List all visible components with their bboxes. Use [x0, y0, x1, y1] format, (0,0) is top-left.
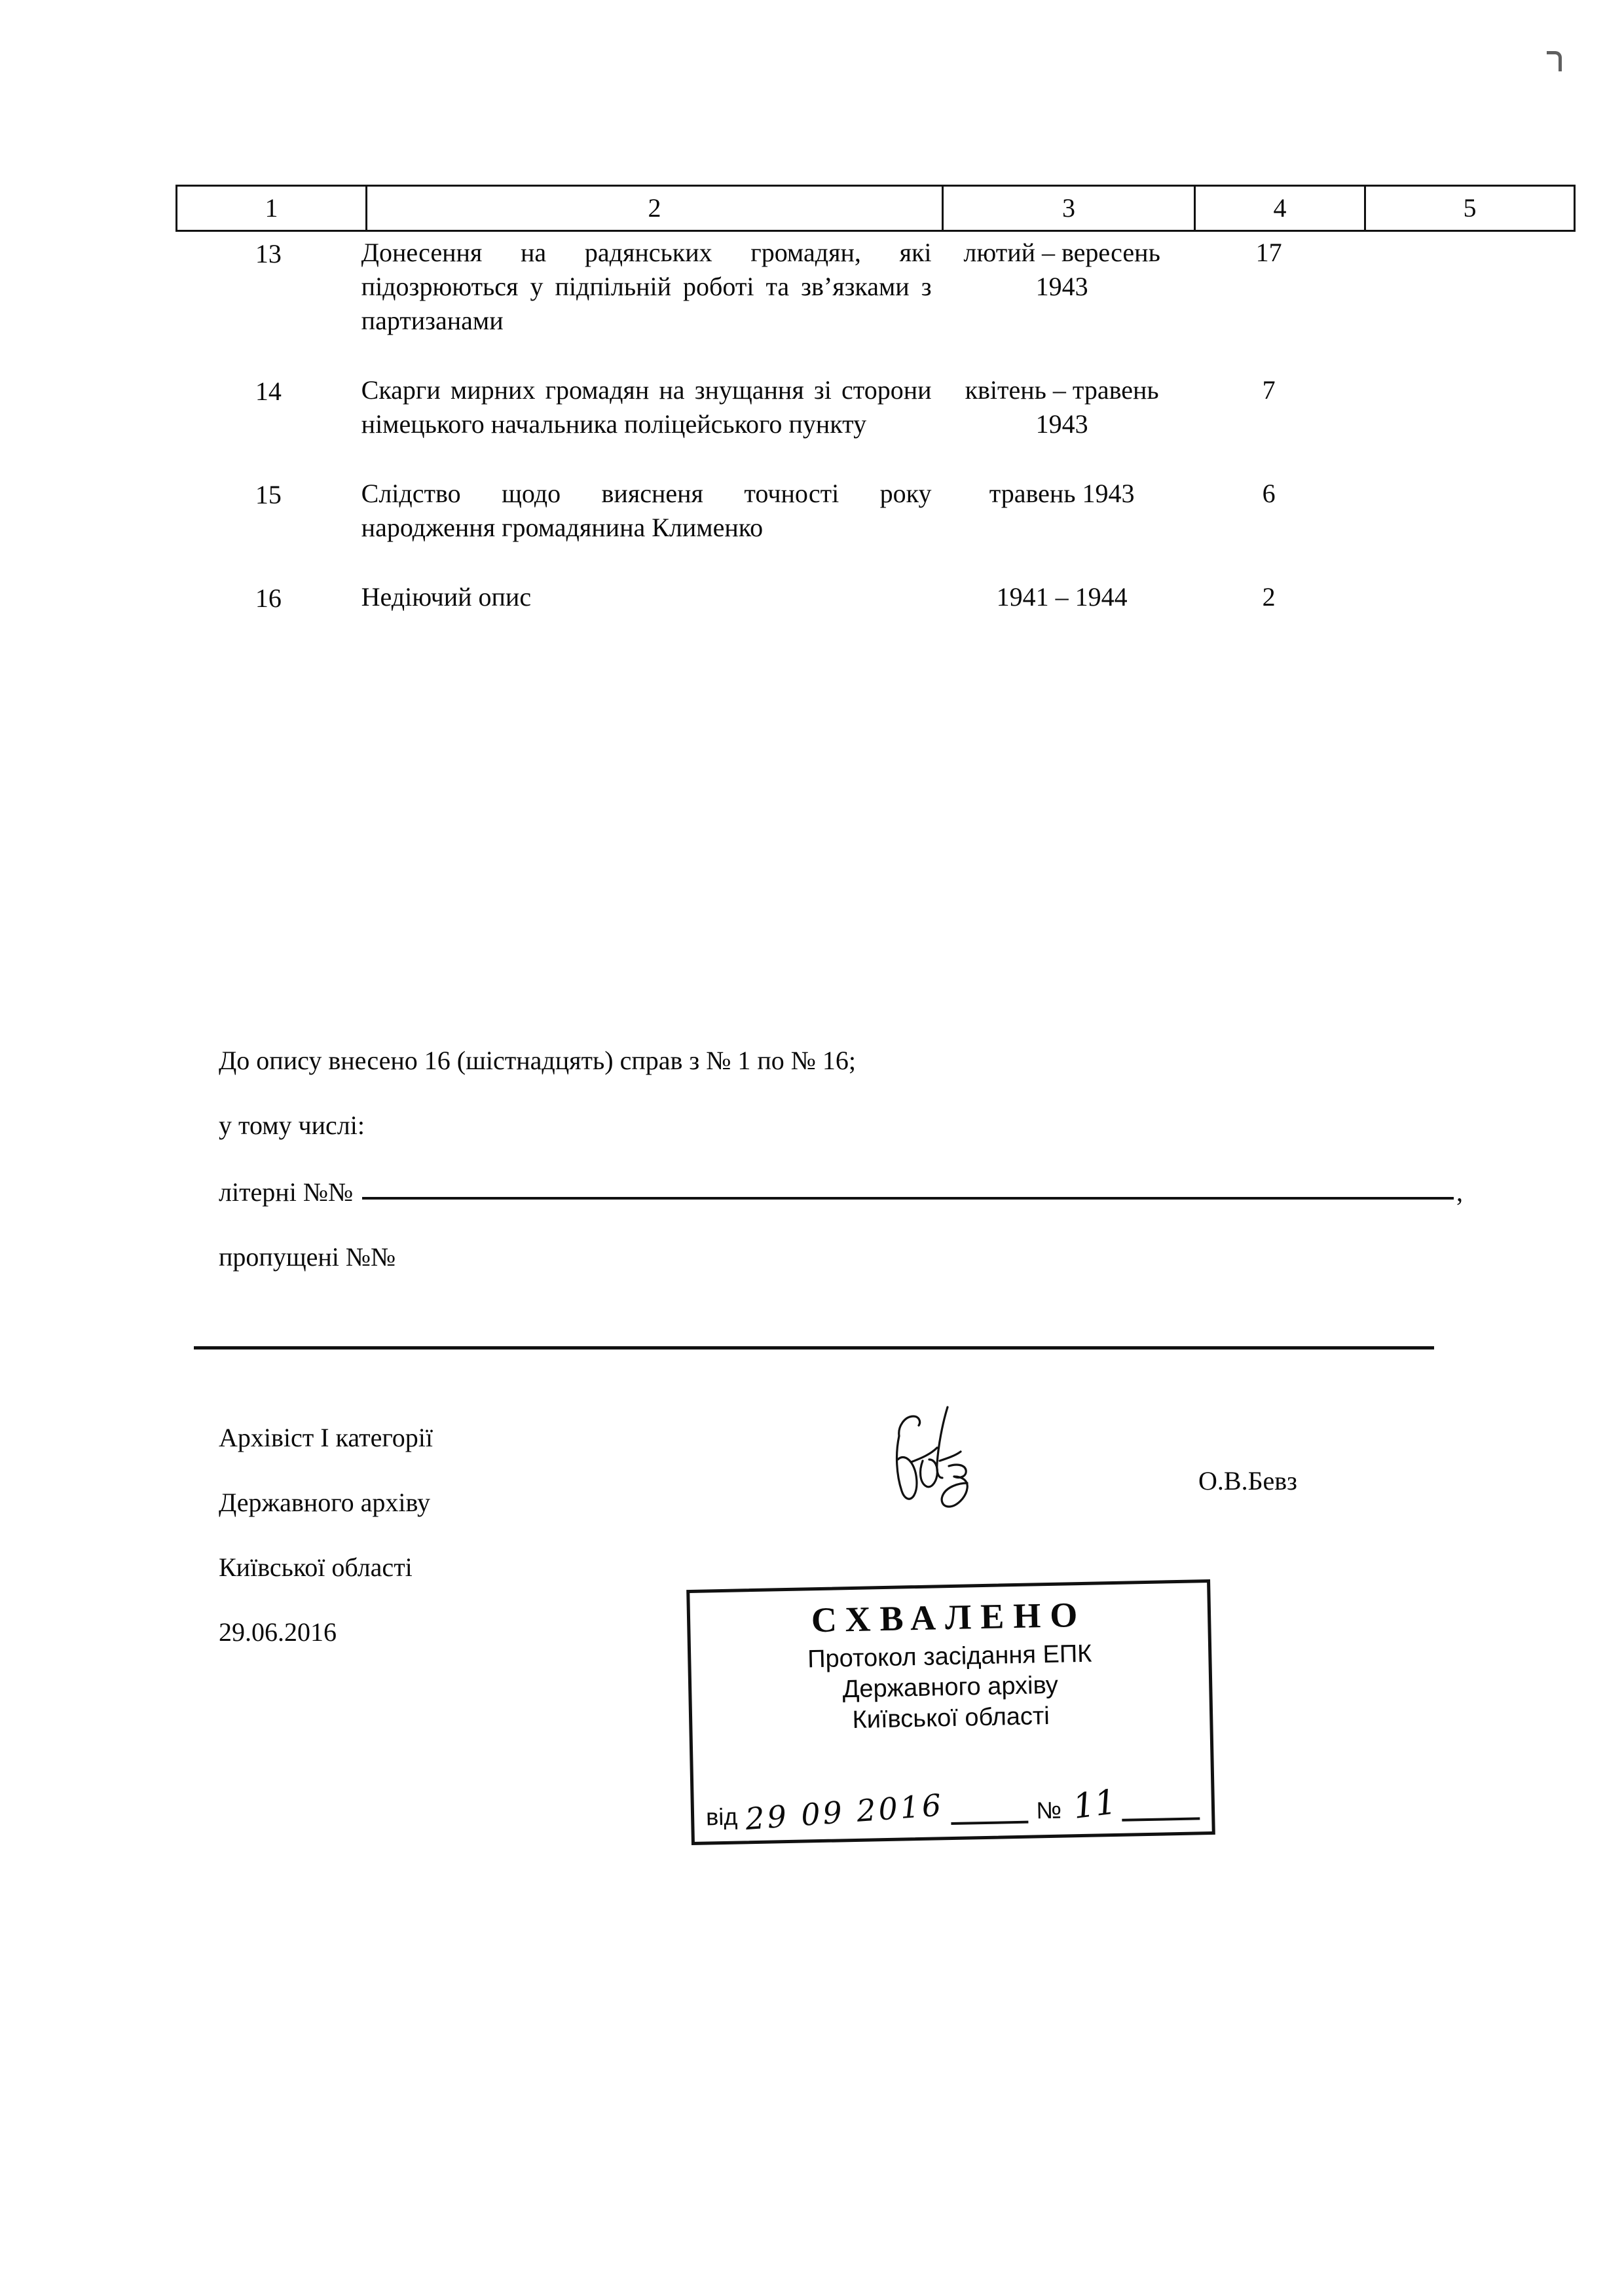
row-quantity: 2 — [1262, 582, 1276, 612]
approval-stamp — [686, 1579, 1215, 1845]
stamp-number-rule — [1122, 1816, 1200, 1821]
row-quantity: 6 — [1262, 479, 1276, 508]
letter-numbers-label: літерні №№ — [219, 1177, 354, 1207]
row-number: 16 — [255, 583, 282, 613]
table-row — [175, 236, 1557, 338]
stamp-number-label: № — [1035, 1796, 1062, 1824]
row-description: Недіючий опис — [361, 582, 532, 612]
stamp-number-handwritten: 11 — [1071, 1782, 1119, 1827]
signatory-position-line-2: Державного архіву — [219, 1488, 431, 1517]
table-row — [175, 580, 1557, 615]
table-row — [175, 373, 1557, 441]
row-quantity: 17 — [1255, 238, 1282, 267]
stamp-from-date-handwritten: 29 09 2016 — [744, 1787, 946, 1837]
handwritten-signature-icon — [887, 1398, 1044, 1516]
row-description: Слідство щодо виясненя точності року народження громадянина Клименко — [361, 479, 932, 542]
table-header-row — [177, 186, 1575, 231]
row-dates: лютий – вересень 1943 — [963, 238, 1160, 301]
row-number: 15 — [255, 480, 282, 509]
stamp-footer — [705, 1782, 1200, 1837]
row-description: Донесення на радянських громадян, які підозрюються у підпільній роботі та зв’язками з партизанами — [361, 238, 932, 335]
signatory-name: О.В.Бевз — [1198, 1466, 1297, 1496]
corner-artifact-mark — [1547, 51, 1562, 71]
signatory-block — [219, 1422, 433, 1681]
stamp-line-2: Державного архіву — [842, 1671, 1059, 1704]
signatory-date: 29.06.2016 — [219, 1617, 337, 1647]
summary-total-line: До опису внесено 16 (шістнадцять) справ з № 1 по № 16; — [219, 1046, 857, 1075]
summary-including-line: у тому числі: — [219, 1111, 365, 1140]
table-row — [175, 477, 1557, 545]
skipped-numbers-label: пропущені №№ — [219, 1242, 396, 1272]
inventory-table-header — [175, 185, 1557, 232]
column-header-4: 4 — [1195, 186, 1365, 231]
row-number: 14 — [255, 376, 282, 406]
row-quantity: 7 — [1262, 375, 1276, 405]
letter-numbers-input[interactable] — [362, 1175, 1454, 1200]
signatory-position-line-3: Київської області — [219, 1552, 413, 1582]
stamp-from-label: від — [705, 1803, 738, 1831]
column-header-5: 5 — [1365, 186, 1575, 231]
row-description: Скарги мирних громадян на знущання зі сторони німецького начальника поліцейського пункту — [361, 375, 932, 439]
signatory-position-line-1: Архівіст I категорії — [219, 1423, 433, 1452]
column-number-table — [175, 185, 1576, 232]
row-dates: травень 1943 — [989, 479, 1135, 508]
stamp-date-rule — [951, 1820, 1029, 1825]
inventory-table-body — [175, 236, 1557, 651]
stamp-line-3: Київської області — [852, 1702, 1050, 1735]
stamp-line-1: Протокол засідання ЕПК — [807, 1640, 1092, 1674]
letter-numbers-trailing-comma: , — [1456, 1177, 1463, 1207]
row-number: 13 — [255, 239, 282, 268]
row-dates: квітень – травень 1943 — [965, 375, 1159, 439]
column-header-2: 2 — [367, 186, 943, 231]
row-dates: 1941 – 1944 — [996, 582, 1128, 612]
letter-numbers-field-row — [219, 1175, 1463, 1207]
inventory-summary-block — [219, 1045, 1463, 1306]
section-divider-rule — [194, 1346, 1434, 1349]
stamp-title: СХВАЛЕНО — [811, 1594, 1087, 1640]
column-header-3: 3 — [943, 186, 1195, 231]
column-header-1: 1 — [177, 186, 367, 231]
